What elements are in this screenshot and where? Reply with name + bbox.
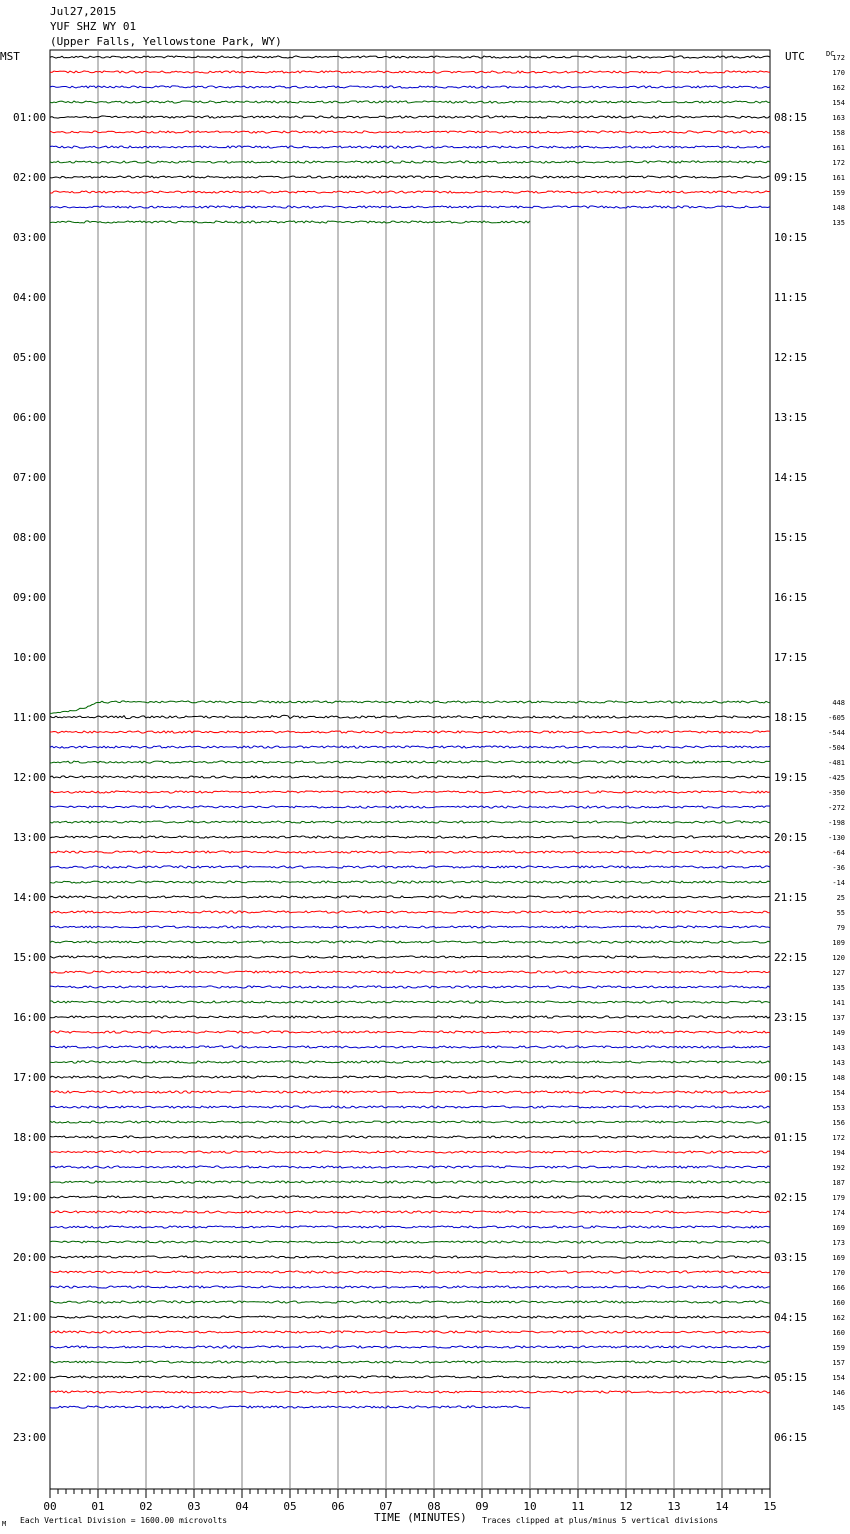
dc-offset-label: 161 (832, 144, 845, 152)
mst-hour-label: 08:00 (13, 531, 47, 544)
utc-axis-title: UTC (785, 50, 805, 63)
dc-offset-label: -350 (828, 789, 845, 797)
mst-hour-label: 19:00 (13, 1191, 47, 1204)
dc-offset-label: 127 (832, 969, 845, 977)
dc-offset-label: 173 (832, 1239, 845, 1247)
dc-offset-label: 162 (832, 84, 845, 92)
utc-hour-label: 20:15 (774, 831, 808, 844)
dc-offset-label: 79 (836, 924, 845, 932)
trace-row-79 (50, 1241, 770, 1243)
x-tick-label: 03 (187, 1500, 201, 1513)
dc-offset-label: 55 (836, 909, 845, 917)
dc-offset-label: 109 (832, 939, 845, 947)
dc-offset-label: 172 (832, 1134, 845, 1142)
dc-offset-label: 120 (832, 954, 845, 962)
dc-offset-label: 148 (832, 1074, 845, 1082)
utc-hour-label: 03:15 (774, 1251, 808, 1264)
trace-row-89 (50, 1391, 770, 1393)
utc-hour-label: 21:15 (774, 891, 808, 904)
mst-hour-label: 01:00 (13, 111, 47, 124)
trace-row-3 (50, 101, 770, 103)
mst-hour-label: 05:00 (13, 351, 47, 364)
x-tick-label: 02 (139, 1500, 153, 1513)
dc-offset-label: -130 (828, 834, 845, 842)
mst-hour-label: 14:00 (13, 891, 47, 904)
dc-offset-label: 170 (832, 69, 845, 77)
dc-offset-label: -504 (828, 744, 845, 752)
mst-hour-label: 23:00 (13, 1431, 47, 1444)
utc-hour-label: 17:15 (774, 651, 808, 664)
trace-row-44 (50, 715, 770, 718)
x-tick-label: 13 (667, 1500, 681, 1513)
dc-offset-label: 145 (832, 1404, 845, 1412)
mst-hour-label: 20:00 (13, 1251, 47, 1264)
dc-offset-label: -36 (832, 864, 845, 872)
trace-row-85 (50, 1331, 770, 1333)
utc-hour-label: 08:15 (774, 111, 808, 124)
mst-hour-label: 18:00 (13, 1131, 47, 1144)
corner-mark: M (2, 1520, 7, 1528)
dc-offset-label: 192 (832, 1164, 845, 1172)
dc-offset-label: -64 (832, 849, 845, 857)
dc-offset-label: 158 (832, 129, 845, 137)
dc-offset-label: 159 (832, 189, 845, 197)
utc-hour-label: 02:15 (774, 1191, 808, 1204)
dc-offset-label: -272 (828, 804, 845, 812)
dc-column-title: DC (826, 50, 835, 58)
utc-hour-label: 05:15 (774, 1371, 808, 1384)
trace-row-58 (50, 926, 770, 928)
dc-offset-label: -425 (828, 774, 845, 782)
trace-row-50 (50, 806, 770, 808)
trace-row-64 (50, 1016, 770, 1018)
trace-row-8 (50, 176, 770, 178)
dc-offset-label: 141 (832, 999, 845, 1007)
x-tick-label: 07 (379, 1500, 393, 1513)
trace-row-56 (50, 896, 770, 898)
dc-offset-label: 170 (832, 1269, 845, 1277)
dc-offset-label: 160 (832, 1299, 845, 1307)
trace-row-1 (50, 71, 770, 73)
x-tick-label: 15 (763, 1500, 777, 1513)
trace-row-52 (50, 836, 770, 838)
utc-hour-label: 15:15 (774, 531, 808, 544)
mst-hour-label: 02:00 (13, 171, 47, 184)
trace-row-75 (50, 1181, 770, 1183)
trace-row-82 (50, 1286, 770, 1288)
utc-hour-label: 01:15 (774, 1131, 808, 1144)
trace-row-10 (50, 206, 770, 208)
x-tick-label: 11 (571, 1500, 585, 1513)
dc-offset-label: 154 (832, 1374, 845, 1382)
utc-hour-label: 13:15 (774, 411, 808, 424)
mst-hour-label: 22:00 (13, 1371, 47, 1384)
x-axis-title: TIME (MINUTES) (374, 1511, 467, 1524)
dc-offset-label: 169 (832, 1224, 845, 1232)
utc-hour-label: 09:15 (774, 171, 808, 184)
dc-offset-label: 143 (832, 1059, 845, 1067)
date-label: Jul27,2015 (50, 5, 117, 18)
dc-offset-label: 148 (832, 204, 845, 212)
dc-offset-label: 149 (832, 1029, 845, 1037)
trace-row-62 (50, 986, 770, 988)
mst-hour-label: 09:00 (13, 591, 47, 604)
dc-offset-label: 448 (832, 699, 845, 707)
mst-hour-label: 15:00 (13, 951, 47, 964)
trace-row-87 (50, 1361, 770, 1363)
utc-hour-label: 11:15 (774, 291, 808, 304)
trace-row-9 (50, 191, 770, 193)
mst-hour-label: 06:00 (13, 411, 47, 424)
trace-row-48 (50, 776, 770, 778)
trace-row-74 (50, 1166, 770, 1168)
dc-offset-label: 159 (832, 1344, 845, 1352)
x-tick-label: 00 (43, 1500, 57, 1513)
dc-offset-label: -481 (828, 759, 845, 767)
x-tick-label: 10 (523, 1500, 537, 1513)
mst-axis-title: MST (0, 50, 20, 63)
trace-row-65 (50, 1031, 770, 1033)
dc-offset-label: 160 (832, 1329, 845, 1337)
dc-offset-label: 166 (832, 1284, 845, 1292)
x-tick-label: 14 (715, 1500, 729, 1513)
trace-row-5 (50, 131, 770, 133)
plot-frame (50, 50, 770, 1489)
trace-row-54 (50, 866, 770, 868)
trace-row-67 (50, 1061, 770, 1063)
dc-offset-label: -605 (828, 714, 845, 722)
dc-offset-label: 135 (832, 984, 845, 992)
dc-offset-label: 172 (832, 159, 845, 167)
mst-hour-label: 04:00 (13, 291, 47, 304)
trace-row-69 (50, 1091, 770, 1093)
mst-hour-label: 03:00 (13, 231, 47, 244)
trace-row-70 (50, 1106, 770, 1108)
trace-row-4 (50, 116, 770, 118)
trace-row-68 (50, 1076, 770, 1078)
dc-offset-label: 169 (832, 1254, 845, 1262)
trace-row-84 (50, 1316, 770, 1318)
utc-hour-label: 12:15 (774, 351, 808, 364)
utc-hour-label: 16:15 (774, 591, 808, 604)
trace-row-49 (50, 791, 770, 793)
dc-offset-label: 162 (832, 1314, 845, 1322)
trace-row-71 (50, 1121, 770, 1123)
dc-offset-label: 161 (832, 174, 845, 182)
dc-offset-label: 135 (832, 219, 845, 227)
x-tick-label: 12 (619, 1500, 633, 1513)
mst-hour-label: 07:00 (13, 471, 47, 484)
trace-row-0 (50, 56, 770, 58)
dc-offset-label: 154 (832, 99, 845, 107)
trace-row-6 (50, 146, 770, 148)
station-label: YUF SHZ WY 01 (50, 20, 137, 33)
mst-hour-label: 21:00 (13, 1311, 47, 1324)
dc-offset-label: 156 (832, 1119, 845, 1127)
trace-row-81 (50, 1271, 770, 1273)
trace-row-7 (50, 161, 770, 163)
trace-row-59 (50, 941, 770, 943)
x-tick-label: 04 (235, 1500, 249, 1513)
mst-hour-label: 17:00 (13, 1071, 47, 1084)
trace-row-77 (50, 1211, 770, 1213)
dc-offset-label: 174 (832, 1209, 845, 1217)
trace-row-78 (50, 1226, 770, 1228)
mst-hour-label: 10:00 (13, 651, 47, 664)
utc-hour-label: 00:15 (774, 1071, 808, 1084)
clipping-note: Traces clipped at plus/minus 5 vertical divisions (482, 1516, 719, 1525)
trace-row-60 (50, 956, 770, 958)
dc-offset-label: 137 (832, 1014, 845, 1022)
trace-row-57 (50, 911, 770, 913)
trace-row-73 (50, 1151, 770, 1153)
trace-row-88 (50, 1376, 770, 1378)
dc-offset-label: -14 (832, 879, 845, 887)
dc-offset-label: -198 (828, 819, 845, 827)
x-tick-label: 09 (475, 1500, 489, 1513)
dc-offset-label: -544 (828, 729, 845, 737)
trace-row-43 (50, 701, 770, 713)
dc-offset-label: 194 (832, 1149, 845, 1157)
utc-hour-label: 10:15 (774, 231, 808, 244)
x-tick-label: 05 (283, 1500, 297, 1513)
mst-hour-label: 11:00 (13, 711, 47, 724)
dc-offset-label: 187 (832, 1179, 845, 1187)
utc-hour-label: 19:15 (774, 771, 808, 784)
utc-hour-label: 14:15 (774, 471, 808, 484)
dc-offset-label: 143 (832, 1044, 845, 1052)
trace-row-53 (50, 851, 770, 853)
trace-row-80 (50, 1256, 770, 1258)
trace-row-61 (50, 971, 770, 973)
dc-offset-label: 172 (832, 54, 845, 62)
mst-hour-label: 13:00 (13, 831, 47, 844)
utc-hour-label: 04:15 (774, 1311, 808, 1324)
x-tick-label: 08 (427, 1500, 441, 1513)
trace-row-83 (50, 1301, 770, 1303)
trace-row-63 (50, 1001, 770, 1003)
dc-offset-label: 179 (832, 1194, 845, 1202)
trace-row-46 (50, 746, 770, 748)
trace-row-86 (50, 1346, 770, 1348)
trace-row-72 (50, 1136, 770, 1138)
dc-offset-label: 154 (832, 1089, 845, 1097)
trace-row-2 (50, 86, 770, 88)
utc-hour-label: 06:15 (774, 1431, 808, 1444)
x-tick-label: 01 (91, 1500, 105, 1513)
utc-hour-label: 22:15 (774, 951, 808, 964)
vertical-division-note: Each Vertical Division = 1600.00 microvolts (20, 1516, 228, 1525)
dc-offset-label: 25 (836, 894, 845, 902)
x-tick-label: 06 (331, 1500, 345, 1513)
trace-row-76 (50, 1196, 770, 1198)
trace-row-45 (50, 731, 770, 733)
utc-hour-label: 18:15 (774, 711, 808, 724)
trace-row-66 (50, 1046, 770, 1048)
trace-row-51 (50, 821, 770, 823)
mst-hour-label: 16:00 (13, 1011, 47, 1024)
dc-offset-label: 153 (832, 1104, 845, 1112)
dc-offset-label: 157 (832, 1359, 845, 1367)
trace-row-55 (50, 881, 770, 883)
mst-hour-label: 12:00 (13, 771, 47, 784)
dc-offset-label: 163 (832, 114, 845, 122)
trace-row-47 (50, 761, 770, 763)
dc-offset-label: 146 (832, 1389, 845, 1397)
location-label: (Upper Falls, Yellowstone Park, WY) (50, 35, 282, 48)
utc-hour-label: 23:15 (774, 1011, 808, 1024)
